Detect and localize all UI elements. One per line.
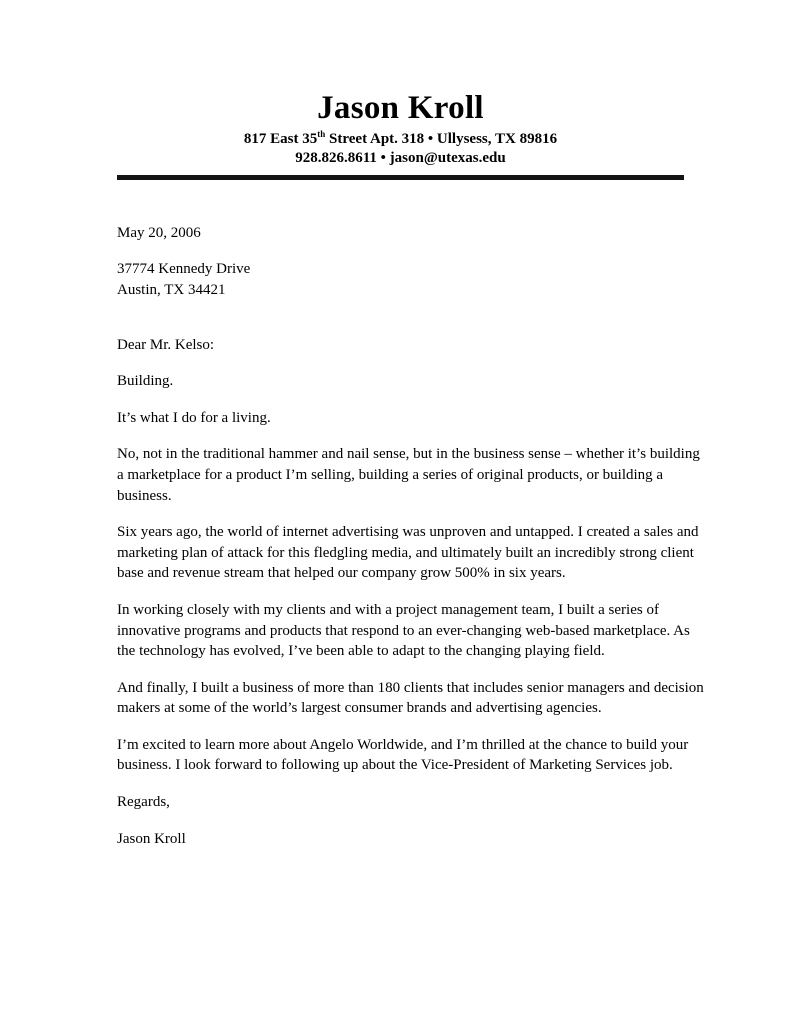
body-paragraph: I’m excited to learn more about Angelo Worldwide, and I’m thrilled at the chance to build your business. I look forward to following up about the Vice-President of Marketing Services job.	[117, 736, 689, 774]
letter-body	[117, 223, 704, 849]
body-paragraph: No, not in the traditional hammer and nail sense, but in the business sense – whether it’s building a marketplace for a product I’m selling, building a series of original products, or building a business.	[117, 446, 700, 504]
closing: Regards,	[117, 794, 170, 811]
header-divider	[117, 175, 684, 180]
sender-address-pre: 817 East 35	[243, 131, 318, 148]
body-paragraph: And finally, I built a business of more than 180 clients that includes senior managers and decision makers at some of the world’s largest consumer brands and advertising agencies.	[117, 679, 704, 717]
sender-address	[117, 130, 684, 149]
sender-address-post: Street Apt. 318 • Ullysess, TX 89816	[325, 131, 558, 148]
body-paragraph: Building.	[117, 373, 174, 390]
sender-name: Jason Kroll	[317, 90, 484, 126]
ordinal-superscript: th	[317, 129, 326, 140]
signature-name: Jason Kroll	[117, 830, 186, 847]
letterhead	[117, 90, 684, 180]
recipient-address-line-2: Austin, TX 34421	[117, 281, 226, 298]
sender-contact: 928.826.8611 • jason@utexas.edu	[295, 150, 506, 167]
body-paragraph: It’s what I do for a living.	[117, 409, 271, 426]
recipient-address	[117, 259, 704, 300]
recipient-address-line-1: 37774 Kennedy Drive	[117, 261, 251, 278]
date-line: May 20, 2006	[117, 224, 201, 241]
body-paragraph: In working closely with my clients and with a project management team, I built a series of innovative programs and products that respond to an ever-changing web-based marketplace. As the technology has evolved, I’ve been able to adapt to the changing playing field.	[117, 601, 690, 660]
body-paragraph: Six years ago, the world of internet advertising was unproven and untapped. I created a sales and marketing plan of attack for this fledgling media, and ultimately built an incredibly strong client base and revenue stream that helped our company grow 500% in six years.	[117, 524, 699, 582]
salutation: Dear Mr. Kelso:	[117, 336, 215, 353]
